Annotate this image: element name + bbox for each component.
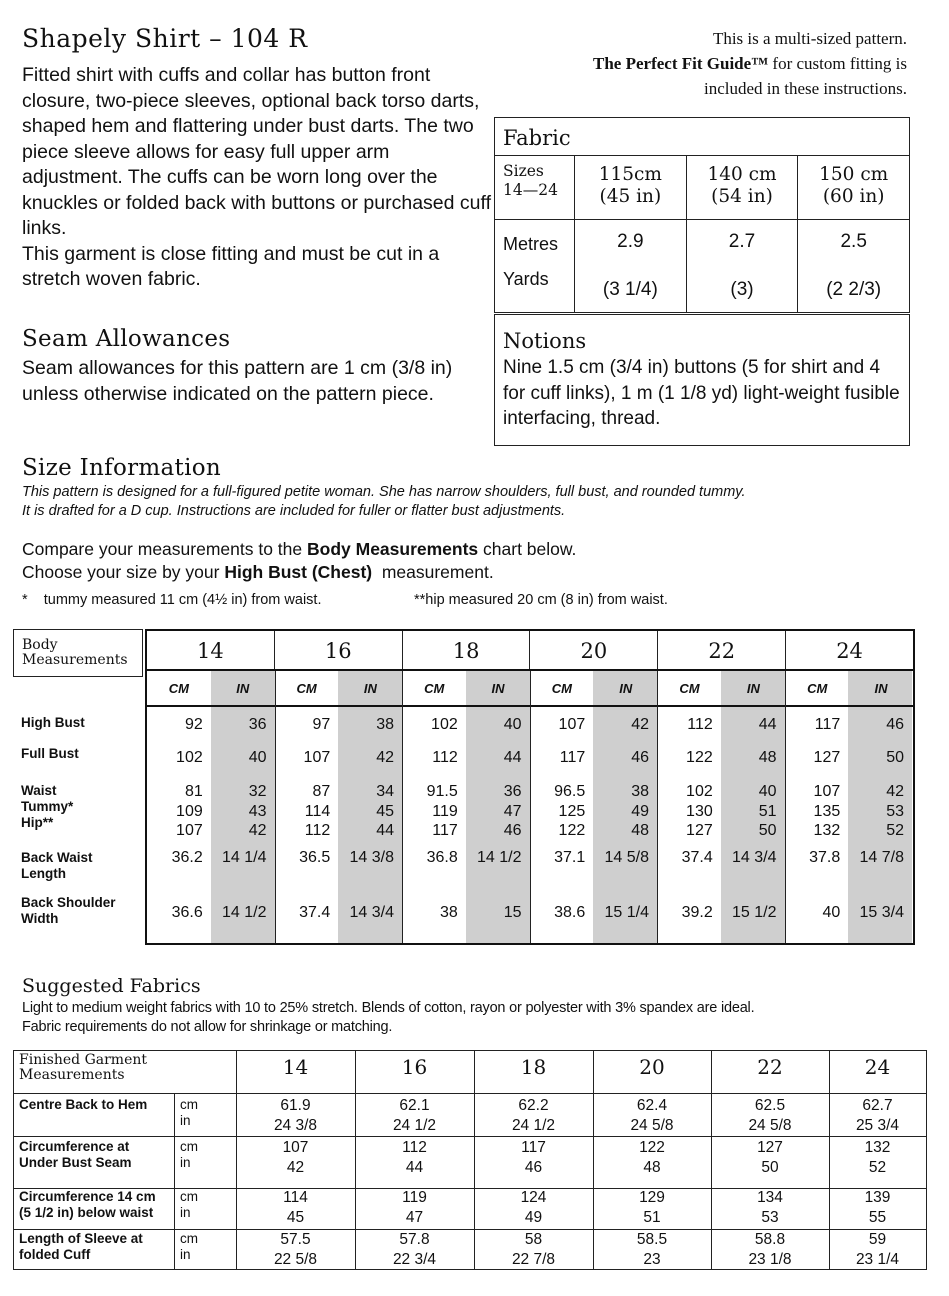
finished-value-cell bbox=[236, 1188, 355, 1227]
size-16-header: 16 bbox=[275, 631, 403, 669]
finished-value-cell bbox=[829, 1138, 926, 1177]
body-in-value: 40 bbox=[248, 749, 267, 766]
width-in: (45 in) bbox=[599, 186, 662, 207]
finished-cm-value: 62.4 bbox=[636, 1097, 668, 1114]
unit-in: in bbox=[180, 1247, 191, 1262]
finished-in-value: 22 7/8 bbox=[511, 1250, 556, 1268]
row-label-line: Waist bbox=[21, 783, 57, 798]
row-label-line: Back Shoulder bbox=[21, 895, 116, 910]
body-cm-value: 102 bbox=[176, 749, 203, 766]
size-info-line-1: This pattern is designed for a full-figured petite woman. She has narrow shoulders, full bust, and rounded tummy. bbox=[22, 484, 746, 500]
body-cm-value: 107 135 132 bbox=[813, 783, 841, 839]
unit-in: in bbox=[180, 1113, 191, 1128]
finished-size-20-header: 20 bbox=[639, 1055, 665, 1079]
finished-unit-labels bbox=[180, 1097, 198, 1129]
cm-unit-header: CM bbox=[424, 681, 445, 696]
finished-value-cell bbox=[474, 1138, 593, 1177]
width-in: (54 in) bbox=[711, 186, 773, 207]
body-in-value: 14 3/4 bbox=[349, 904, 394, 921]
finished-cm-value: 119 bbox=[402, 1189, 427, 1206]
unit-cm: cm bbox=[180, 1139, 198, 1154]
finished-in-value: 25 3/4 bbox=[855, 1116, 900, 1134]
finished-in-value: 23 1/8 bbox=[748, 1250, 792, 1268]
body-in-value: 42 bbox=[631, 716, 649, 733]
row-label-line: Under Bust Seam bbox=[19, 1155, 132, 1170]
fabric-heading: Fabric bbox=[495, 118, 909, 156]
finished-value-cell bbox=[711, 1138, 829, 1177]
width-in: (60 in) bbox=[822, 186, 885, 207]
row-label-line: folded Cuff bbox=[19, 1247, 91, 1262]
intro-description bbox=[22, 63, 492, 293]
finished-value-cell bbox=[236, 1096, 355, 1135]
choose-bold: High Bust (Chest) bbox=[224, 561, 373, 582]
body-in-value: 42 53 52 bbox=[886, 783, 904, 839]
finished-cm-value: 127 bbox=[757, 1139, 783, 1156]
finished-size-16-header: 16 bbox=[401, 1055, 428, 1079]
body-cm-value: 107 bbox=[303, 749, 331, 766]
finished-label-line-1: Finished Garment bbox=[19, 1052, 148, 1068]
row-label-line: Width bbox=[21, 911, 59, 926]
notions-text: Nine 1.5 cm (3/4 in) buttons (5 for shirt and 4 for cuff links), 1 m (1 1/8 yd) light-weight fusible interfacing, thread. bbox=[503, 357, 900, 429]
body-in-value: 32 43 42 bbox=[248, 783, 267, 839]
finished-in-value: 22 3/4 bbox=[392, 1250, 437, 1268]
body-row-label bbox=[21, 746, 79, 762]
finished-value-cell bbox=[355, 1230, 474, 1269]
row-label-line: Length bbox=[21, 866, 66, 881]
row-label-line: High Bust bbox=[21, 715, 85, 730]
size-information-heading: Size Information bbox=[22, 455, 221, 481]
body-cm-value: 92 bbox=[184, 716, 203, 733]
finished-size-22-header: 22 bbox=[757, 1055, 783, 1079]
body-measurements-label bbox=[13, 629, 143, 677]
body-cm-value: 91.5 119 117 bbox=[426, 783, 458, 839]
body-in-value: 14 1/4 bbox=[222, 849, 267, 866]
yards-value: (3 1/4) bbox=[602, 279, 658, 300]
finished-in-value: 46 bbox=[524, 1158, 543, 1176]
body-in-value: 36 47 46 bbox=[503, 783, 522, 839]
size-instructions bbox=[22, 538, 576, 583]
body-cm-value: 36.6 bbox=[171, 904, 203, 921]
body-cm-value: 122 bbox=[686, 749, 713, 766]
suggested-line-2: Fabric requirements do not allow for shrinkage or matching. bbox=[22, 1019, 393, 1035]
finished-unit-labels bbox=[180, 1139, 198, 1171]
row-label-line: Centre Back to Hem bbox=[19, 1097, 148, 1112]
finished-cm-value: 58.5 bbox=[636, 1231, 668, 1248]
finished-garment-table bbox=[13, 1050, 927, 1270]
finished-value-cell bbox=[593, 1138, 711, 1177]
finished-cm-value: 129 bbox=[639, 1189, 665, 1206]
unit-in: in bbox=[180, 1205, 191, 1220]
finished-value-cell bbox=[593, 1096, 711, 1135]
size-18-header: 18 bbox=[403, 631, 531, 669]
finished-in-value: 24 1/2 bbox=[511, 1116, 556, 1134]
row-label-line: Tummy* bbox=[21, 799, 74, 814]
sizes-label bbox=[495, 156, 575, 219]
finished-value-cell bbox=[711, 1188, 829, 1227]
finished-in-value: 23 1/4 bbox=[855, 1250, 900, 1268]
finished-value-cell bbox=[474, 1188, 593, 1227]
body-cm-value: 117 bbox=[559, 749, 586, 766]
body-in-value: 14 3/4 bbox=[732, 849, 777, 866]
body-cm-value: 81 109 107 bbox=[176, 783, 203, 839]
body-cm-value: 36.2 bbox=[171, 849, 203, 866]
finished-value-cell bbox=[474, 1230, 593, 1269]
finished-cm-value: 62.1 bbox=[399, 1097, 430, 1114]
seam-allowances-text: Seam allowances for this pattern are 1 cm (3/8 in) unless otherwise indicated on the pattern piece. bbox=[22, 357, 453, 405]
unit-cm: cm bbox=[180, 1189, 198, 1204]
finished-value-cell bbox=[593, 1188, 711, 1227]
metres-value: 2.9 bbox=[617, 231, 644, 252]
finished-cm-value: 61.9 bbox=[280, 1097, 311, 1114]
compare-bold: Body Measurements bbox=[307, 539, 479, 559]
finished-value-cell bbox=[711, 1096, 829, 1135]
fabric-amount-115 bbox=[575, 220, 687, 313]
sizes-label-line-1: Sizes bbox=[503, 162, 544, 180]
in-unit-header: IN bbox=[619, 681, 633, 696]
finished-cm-value: 122 bbox=[639, 1139, 665, 1156]
multi-size-line-1: This is a multi-sized pattern. bbox=[712, 29, 907, 48]
body-row-label bbox=[21, 783, 73, 831]
size-22-header: 22 bbox=[658, 631, 786, 669]
body-cm-value: 36.5 bbox=[299, 849, 331, 866]
finished-garment-label bbox=[19, 1053, 147, 1083]
seam-allowances-heading: Seam Allowances bbox=[22, 326, 231, 352]
finished-in-value: 42 bbox=[286, 1158, 305, 1176]
body-cm-value: 36.8 bbox=[426, 849, 458, 866]
row-label-line: Hip** bbox=[21, 815, 54, 830]
yards-label: Yards bbox=[503, 269, 549, 289]
in-unit-header: IN bbox=[491, 681, 505, 696]
hip-footnote: **hip measured 20 cm (8 in) from waist. bbox=[414, 592, 668, 608]
finished-header bbox=[14, 1051, 926, 1094]
finished-cm-value: 112 bbox=[402, 1139, 427, 1156]
fabric-amount-150 bbox=[798, 220, 909, 313]
unit-cm: cm bbox=[180, 1097, 198, 1112]
body-label-line-1: Body bbox=[22, 637, 58, 653]
finished-value-cell bbox=[593, 1230, 711, 1269]
body-in-value: 14 3/8 bbox=[349, 849, 394, 866]
choose-text-end: measurement. bbox=[372, 561, 494, 582]
finished-cm-value: 134 bbox=[757, 1189, 783, 1206]
finished-value-cell bbox=[355, 1138, 474, 1177]
finished-cm-value: 58 bbox=[524, 1231, 543, 1248]
body-in-value: 38 49 48 bbox=[631, 783, 649, 839]
size-20-header: 20 bbox=[530, 631, 658, 669]
finished-row-label bbox=[19, 1231, 143, 1263]
finished-cm-value: 57.8 bbox=[399, 1231, 430, 1248]
cm-unit-header: CM bbox=[296, 681, 317, 696]
tummy-footnote: * tummy measured 11 cm (4½ in) from waist. bbox=[22, 592, 322, 608]
body-in-value: 44 bbox=[503, 749, 522, 766]
unit-cm: cm bbox=[180, 1231, 198, 1246]
finished-in-value: 24 5/8 bbox=[748, 1116, 792, 1134]
in-unit-header: IN bbox=[874, 681, 888, 696]
finished-row-label bbox=[19, 1139, 132, 1171]
body-cm-value: 37.8 bbox=[809, 849, 841, 866]
body-measurements-grid bbox=[145, 629, 915, 945]
fabric-amount-140 bbox=[687, 220, 799, 313]
metres-value: 2.5 bbox=[840, 231, 867, 252]
fabric-width-115 bbox=[575, 156, 687, 219]
body-cm-value: 127 bbox=[813, 749, 841, 766]
finished-value-cell bbox=[236, 1138, 355, 1177]
body-cm-value: 117 bbox=[814, 716, 841, 733]
choose-line bbox=[22, 561, 576, 584]
row-label-line: Full Bust bbox=[21, 746, 79, 761]
width-cm: 115cm bbox=[598, 164, 662, 185]
multi-size-line-3: included in these instructions. bbox=[703, 79, 907, 98]
finished-cm-value: 124 bbox=[520, 1189, 547, 1206]
finished-size-14-header: 14 bbox=[282, 1055, 309, 1079]
finished-size-24-header: 24 bbox=[864, 1055, 891, 1079]
finished-value-cell bbox=[829, 1188, 926, 1227]
row-label-line: Circumference at bbox=[19, 1139, 130, 1154]
notions-box bbox=[494, 314, 910, 446]
cm-unit-header: CM bbox=[679, 681, 700, 696]
multi-size-line-2 bbox=[593, 51, 907, 76]
finished-in-value: 23 bbox=[643, 1250, 661, 1268]
yards-value: (2 2/3) bbox=[826, 279, 882, 300]
fabric-box bbox=[494, 117, 910, 313]
finished-row-label bbox=[19, 1189, 156, 1221]
multi-size-note bbox=[593, 26, 907, 101]
suggested-fabrics-heading: Suggested Fabrics bbox=[22, 975, 201, 997]
body-in-value: 36 bbox=[248, 716, 267, 733]
body-row-label bbox=[21, 850, 93, 882]
label-unit-divider bbox=[174, 1094, 175, 1269]
sizes-label-line-2: 14—24 bbox=[503, 181, 558, 199]
body-row-label bbox=[21, 895, 116, 927]
choose-text: Choose your size by your bbox=[22, 561, 225, 582]
yards-value: (3) bbox=[730, 279, 754, 300]
cm-unit-header: CM bbox=[807, 681, 828, 696]
unit-in: in bbox=[180, 1155, 191, 1170]
finished-cm-value: 107 bbox=[282, 1139, 309, 1156]
finished-cm-value: 117 bbox=[521, 1139, 546, 1156]
row-label-line: (5 1/2 in) below waist bbox=[19, 1205, 154, 1220]
body-in-value: 48 bbox=[758, 749, 777, 766]
body-cm-value: 37.4 bbox=[681, 849, 713, 866]
finished-in-value: 22 5/8 bbox=[273, 1250, 318, 1268]
body-label-line-2: Measurements bbox=[22, 652, 128, 668]
metres-value: 2.7 bbox=[728, 231, 756, 252]
finished-cm-value: 114 bbox=[283, 1189, 308, 1206]
compare-line bbox=[22, 538, 576, 561]
body-cm-value: 96.5 125 122 bbox=[554, 783, 586, 839]
finished-row-label bbox=[19, 1097, 147, 1113]
finished-value-cell bbox=[829, 1096, 926, 1135]
body-cm-value: 112 bbox=[687, 716, 713, 733]
in-unit-header: IN bbox=[746, 681, 760, 696]
finished-row-divider bbox=[14, 1136, 926, 1137]
body-in-value: 42 bbox=[376, 749, 394, 766]
perfect-fit-guide: The Perfect Fit Guide™ bbox=[593, 54, 769, 73]
finished-in-value: 45 bbox=[286, 1208, 305, 1226]
body-in-value: 14 1/2 bbox=[477, 849, 522, 866]
finished-in-value: 49 bbox=[524, 1208, 543, 1226]
fabric-width-150 bbox=[798, 156, 909, 219]
finished-size-18-header: 18 bbox=[520, 1055, 547, 1079]
finished-in-value: 48 bbox=[643, 1158, 661, 1176]
size-info-line-2: It is drafted for a D cup. Instructions are included for fuller or flatter bust adjustments. bbox=[22, 503, 566, 519]
finished-unit-labels bbox=[180, 1231, 198, 1263]
finished-cm-value: 62.7 bbox=[862, 1097, 893, 1114]
finished-in-value: 24 5/8 bbox=[630, 1116, 674, 1134]
body-row-label bbox=[21, 715, 85, 731]
body-cm-value: 97 bbox=[312, 716, 331, 733]
intro-paragraph-2: This garment is close fitting and must be cut in a stretch woven fabric. bbox=[22, 242, 440, 290]
body-cm-value: 102 130 127 bbox=[686, 783, 713, 839]
in-unit-header: IN bbox=[363, 681, 377, 696]
cm-unit-header: CM bbox=[551, 681, 572, 696]
fabric-width-140 bbox=[687, 156, 799, 219]
body-cm-value: 37.1 bbox=[554, 849, 586, 866]
finished-in-value: 53 bbox=[761, 1208, 779, 1226]
intro-paragraph-1: Fitted shirt with cuffs and collar has button front closure, two-piece sleeves, optional back torso darts, shaped hem and flattering under bust darts. The two piece sleeve allows for easy full upper arm adjustment. The cuffs can be worn long over the knuckles or folded back with buttons or purchased cuff links. bbox=[22, 64, 491, 239]
body-in-value: 40 bbox=[503, 716, 522, 733]
body-in-value: 14 5/8 bbox=[604, 849, 649, 866]
body-in-value: 15 bbox=[503, 904, 522, 921]
body-in-value: 34 45 44 bbox=[376, 783, 394, 839]
finished-cm-value: 59 bbox=[868, 1231, 887, 1248]
compare-text-end: chart below. bbox=[478, 539, 577, 559]
body-cm-value: 87 114 112 bbox=[304, 783, 331, 839]
finished-cm-value: 139 bbox=[864, 1189, 891, 1206]
finished-value-cell bbox=[236, 1230, 355, 1269]
body-in-value: 14 7/8 bbox=[859, 849, 904, 866]
suggested-fabrics-text bbox=[22, 999, 754, 1037]
body-measurements-table bbox=[13, 629, 915, 945]
in-unit-header: IN bbox=[236, 681, 250, 696]
notions-heading: Notions bbox=[503, 329, 587, 353]
body-cm-value: 40 bbox=[822, 904, 841, 921]
finished-value-cell bbox=[355, 1096, 474, 1135]
page-title: Shapely Shirt – 104 R bbox=[22, 24, 308, 53]
finished-in-value: 47 bbox=[405, 1208, 424, 1226]
body-in-value: 15 3/4 bbox=[859, 904, 904, 921]
finished-in-value: 55 bbox=[868, 1208, 887, 1226]
row-label-line: Length of Sleeve at bbox=[19, 1231, 143, 1246]
finished-label-line-2: Measurements bbox=[19, 1067, 125, 1083]
finished-cm-value: 62.5 bbox=[754, 1097, 786, 1114]
cm-unit-header: CM bbox=[168, 681, 190, 696]
row-label-line: Back Waist bbox=[21, 850, 93, 865]
finished-in-value: 44 bbox=[405, 1158, 424, 1176]
finished-in-value: 24 1/2 bbox=[392, 1116, 437, 1134]
amount-labels bbox=[495, 220, 575, 313]
finished-unit-labels bbox=[180, 1189, 198, 1221]
finished-value-cell bbox=[711, 1230, 829, 1269]
finished-cm-value: 58.8 bbox=[754, 1231, 786, 1248]
row-label-line: Circumference 14 cm bbox=[19, 1189, 156, 1204]
body-size-header bbox=[147, 631, 913, 671]
body-in-value: 38 bbox=[376, 716, 394, 733]
finished-cm-value: 62.2 bbox=[518, 1097, 549, 1114]
finished-in-value: 24 3/8 bbox=[273, 1116, 318, 1134]
compare-text: Compare your measurements to the bbox=[22, 539, 307, 559]
body-in-value: 46 bbox=[631, 749, 649, 766]
body-cm-value: 37.4 bbox=[299, 904, 331, 921]
body-cm-value: 107 bbox=[558, 716, 586, 733]
body-in-value: 15 1/2 bbox=[732, 904, 777, 921]
finished-in-value: 52 bbox=[868, 1158, 887, 1176]
body-in-value: 44 bbox=[758, 716, 777, 733]
body-in-value: 15 1/4 bbox=[604, 904, 649, 921]
finished-value-cell bbox=[355, 1188, 474, 1227]
size-14-header: 14 bbox=[147, 631, 275, 669]
width-cm: 150 cm bbox=[819, 164, 889, 185]
body-cm-value: 112 bbox=[432, 749, 458, 766]
multi-size-line-2-rest: for custom fitting is bbox=[768, 54, 907, 73]
finished-cm-value: 57.5 bbox=[280, 1231, 311, 1248]
body-cm-value: 38 bbox=[439, 904, 458, 921]
size-information-italic bbox=[22, 483, 746, 521]
finished-in-value: 50 bbox=[761, 1158, 779, 1176]
body-cm-value: 38.6 bbox=[554, 904, 586, 921]
finished-value-cell bbox=[474, 1096, 593, 1135]
body-in-value: 46 bbox=[886, 716, 904, 733]
body-in-value: 50 bbox=[886, 749, 904, 766]
body-cm-value: 102 bbox=[431, 716, 458, 733]
body-cm-value: 39.2 bbox=[681, 904, 713, 921]
width-cm: 140 cm bbox=[707, 164, 777, 185]
body-in-value: 14 1/2 bbox=[222, 904, 267, 921]
finished-value-cell bbox=[829, 1230, 926, 1269]
body-in-value: 40 51 50 bbox=[758, 783, 777, 839]
finished-in-value: 51 bbox=[643, 1208, 661, 1226]
size-24-header: 24 bbox=[836, 639, 863, 663]
metres-label: Metres bbox=[503, 234, 559, 254]
finished-cm-value: 132 bbox=[864, 1139, 891, 1156]
suggested-line-1: Light to medium weight fabrics with 10 to 25% stretch. Blends of cotton, rayon or polyester with 3% spandex are ideal. bbox=[22, 1000, 755, 1016]
